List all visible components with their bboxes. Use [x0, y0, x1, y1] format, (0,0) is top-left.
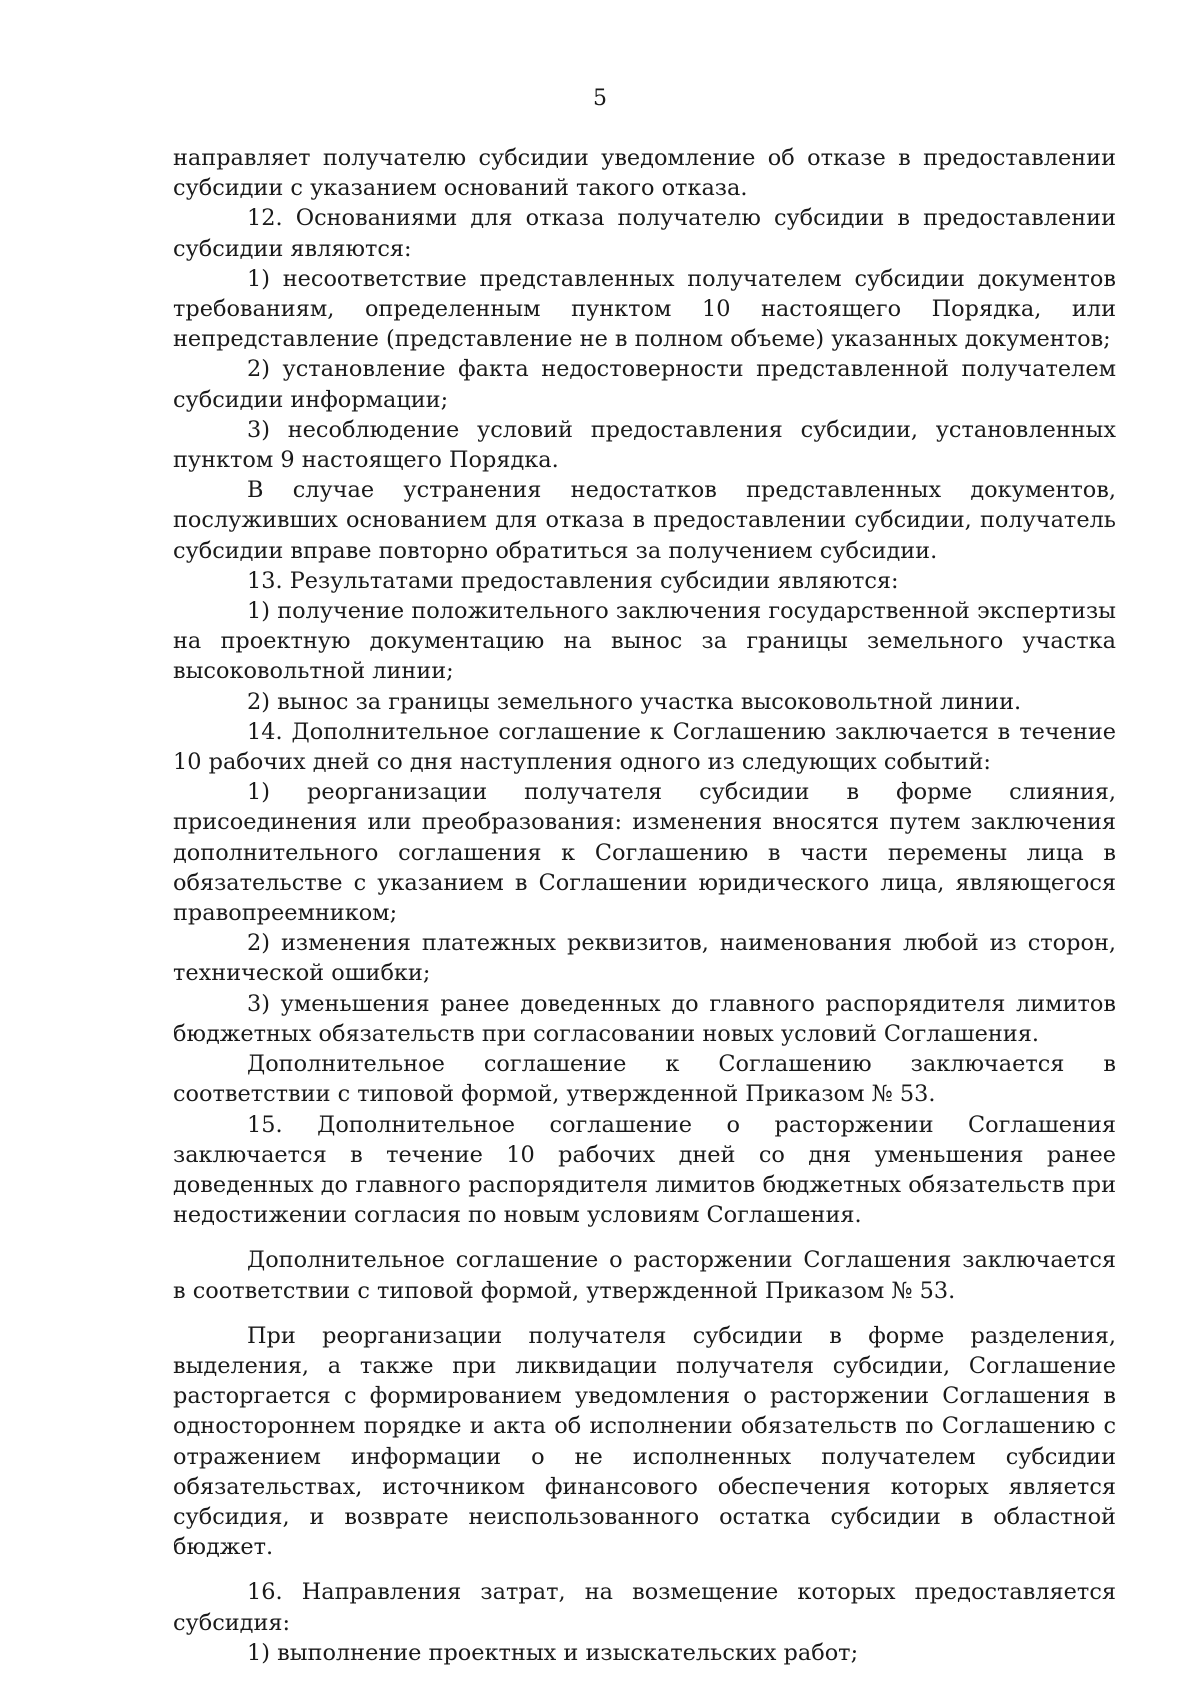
paragraph: 2) изменения платежных реквизитов, наименования любой из сторон, технической ошибки; [173, 930, 1116, 987]
paragraph: 13. Результатами предоставления субсидии являются: [247, 567, 899, 594]
paragraph: Дополнительное соглашение о расторжении Соглашения заключается в соответствии с типовой формой, утвержденной Приказом № 53. [173, 1247, 1116, 1304]
paragraph: В случае устранения недостатков представленных документов, послуживших основанием для отказа в предоставлении субсидии, получатель субсидии вправе повторно обратиться за получением субсидии. [173, 477, 1116, 564]
paragraph: 14. Дополнительное соглашение к Соглашению заключается в течение 10 рабочих дней со дня наступления одного из следующих событий: [173, 718, 1116, 776]
paragraph: Дополнительное соглашение к Соглашению заключается в соответствии с типовой формой, утвержденной Приказом № 53. [173, 1051, 1116, 1108]
paragraph: 1) выполнение проектных и изыскательских работ; [247, 1639, 859, 1666]
document-body [173, 143, 1116, 1668]
paragraph: 1) реорганизации получателя субсидии в форме слияния, присоединения или преобразования: изменения вносятся путем заключения дополнительного соглашения к Соглашению в части перемены лица в обязательстве с указанием в Соглашении юридического лица, являющегося правопреемником; [173, 779, 1116, 927]
paragraph: 2) вынос за границы земельного участка высоковольтной линии. [247, 688, 1022, 715]
paragraph: При реорганизации получателя субсидии в форме разделения, выделения, а также при ликвидации получателя субсидии, Соглашение расторгается с формированием уведомления о расторжении Соглашения в одностороннем порядке и акта об исполнении обязательств по Соглашению с отражением информации о не исполненных получателем субсидии обязательствах, источником финансового обеспечения которых является субсидия, и возврате неиспользованного остатка субсидии в областной бюджет. [173, 1322, 1116, 1561]
paragraph: 12. Основаниями для отказа получателю субсидии в предоставлении субсидии являются: [173, 205, 1116, 262]
paragraph: 1) получение положительного заключения государственной экспертизы на проектную документацию на вынос за границы земельного участка высоковольтной линии; [173, 598, 1116, 685]
paragraph: 3) несоблюдение условий предоставления субсидии, установленных пунктом 9 настоящего Порядка. [173, 416, 1116, 474]
paragraph: 2) установление факта недостоверности представленной получателем субсидии информации; [173, 356, 1116, 413]
paragraph: направляет получателю субсидии уведомление об отказе в предоставлении субсидии с указанием оснований такого отказа. [173, 145, 1116, 202]
paragraph: 15. Дополнительное соглашение о расторжении Соглашения заключается в течение 10 рабочих дней со дня уменьшения ранее доведенных до главного распорядителя лимитов бюджетных обязательств при недостижении согласия по новым условиям Соглашения. [173, 1111, 1116, 1229]
paragraph: 16. Направления затрат, на возмещение которых предоставляется субсидия: [173, 1579, 1116, 1636]
paragraph: 1) несоответствие представленных получателем субсидии документов требованиям, определенным пунктом 10 настоящего Порядка, или непредставление (представление не в полном объеме) указанных документов; [173, 265, 1116, 353]
page-number: 5 [593, 86, 607, 111]
paragraph: 3) уменьшения ранее доведенных до главного распорядителя лимитов бюджетных обязательств при согласовании новых условий Соглашения. [173, 990, 1116, 1047]
